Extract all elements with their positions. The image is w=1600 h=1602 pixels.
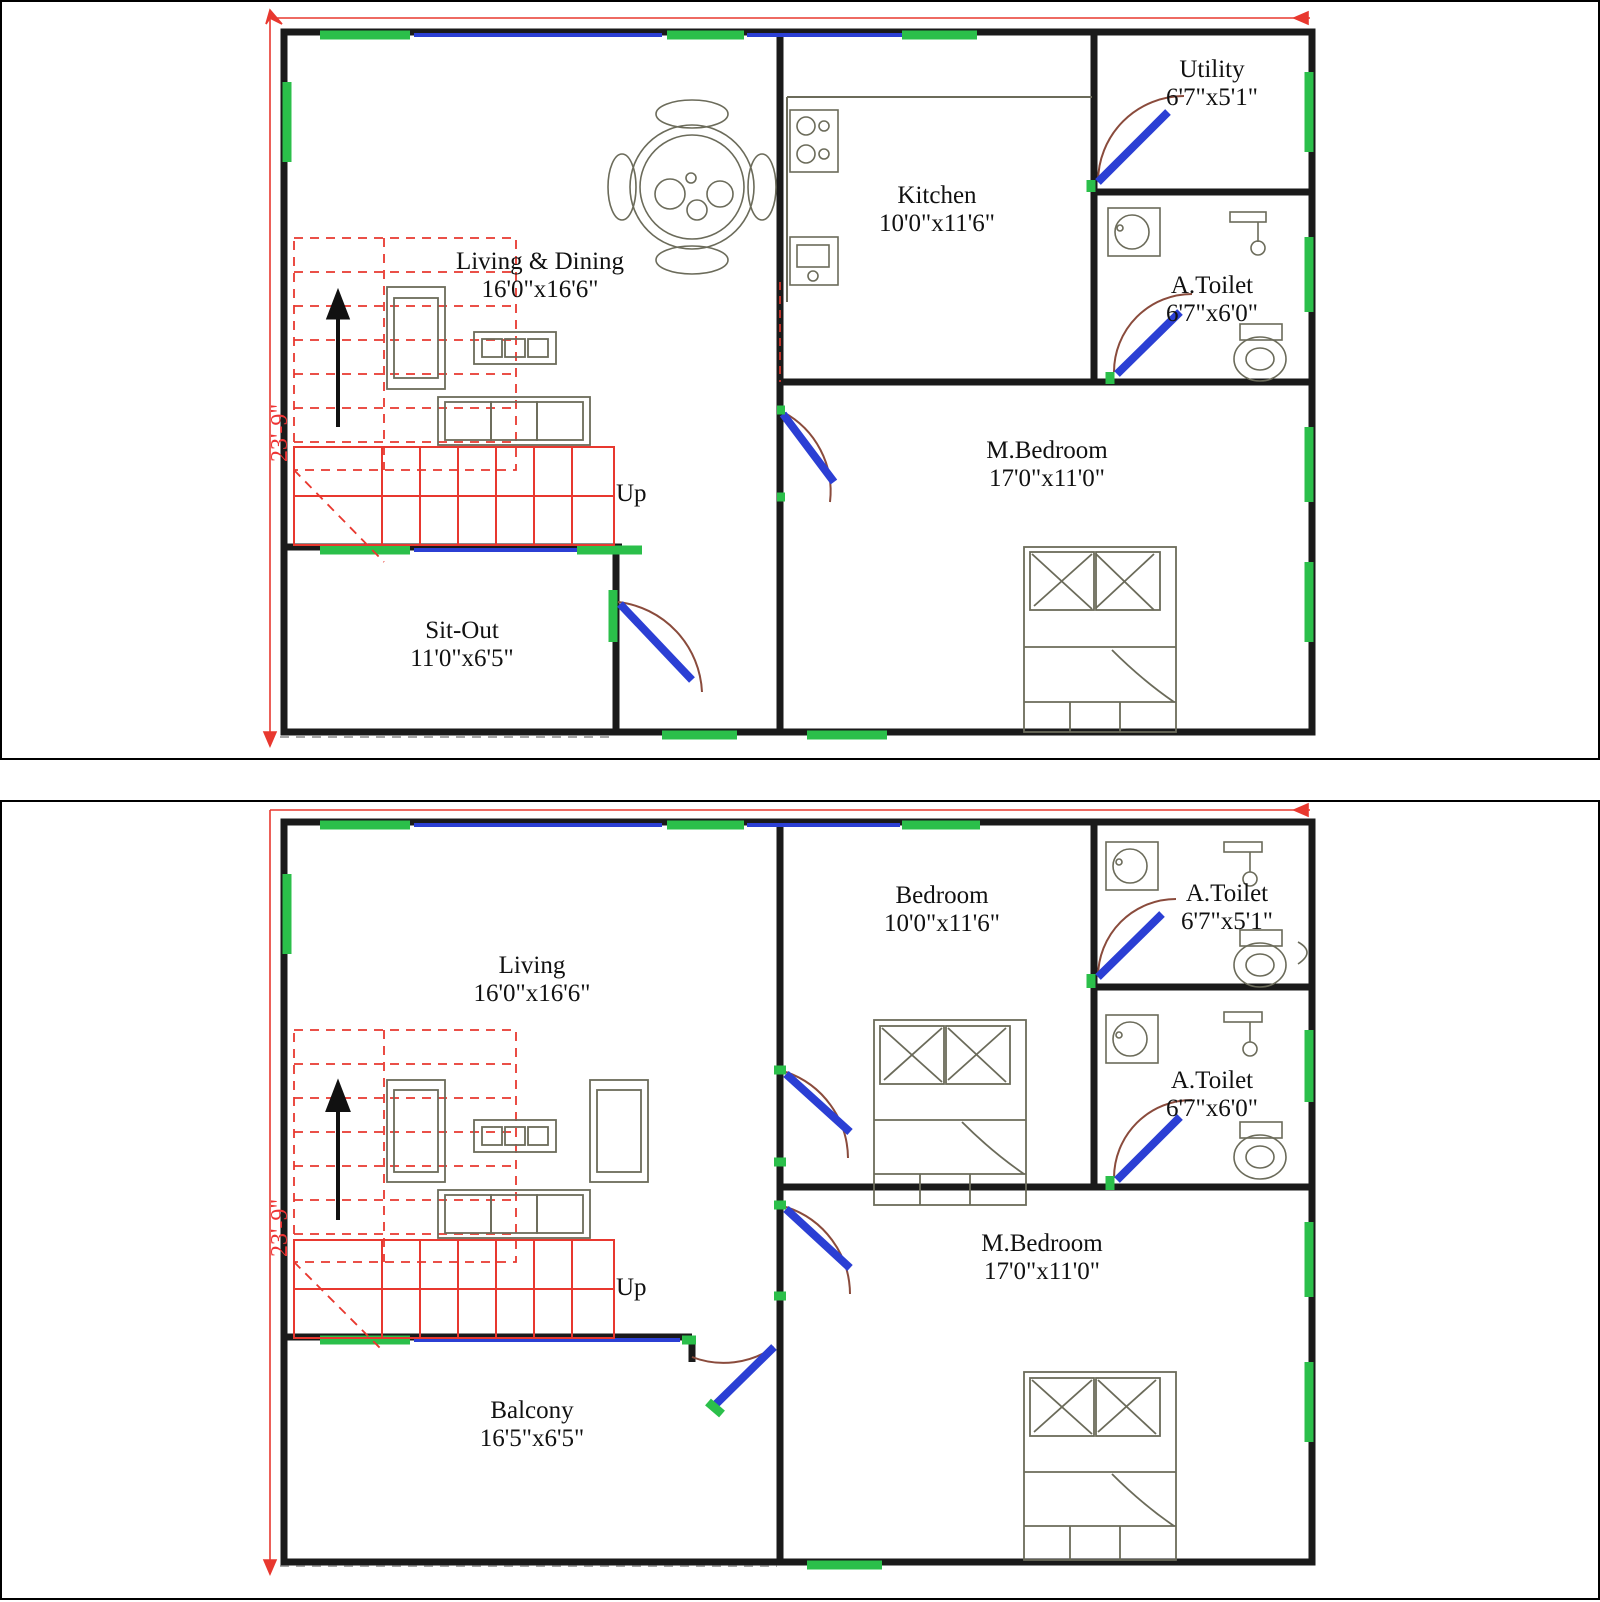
room-dims: 10'0"x11'6" <box>884 910 1000 937</box>
first-doors <box>692 899 1192 1414</box>
room-name: Bedroom <box>895 882 989 909</box>
living-sofa <box>387 287 590 445</box>
room-dims: 11'0"x6'5" <box>410 645 514 672</box>
room-name: Living & Dining <box>455 248 625 275</box>
first-floor-svg <box>2 802 1600 1602</box>
room-label-sit-out <box>347 617 577 673</box>
master-bed <box>1024 1372 1176 1560</box>
first-floor-plan <box>0 800 1600 1600</box>
up-arrow-icon <box>328 292 348 427</box>
room-label-a-toilet-1 <box>1127 880 1327 936</box>
room-name: A.Toilet <box>1170 1067 1254 1094</box>
room-label-bedroom <box>832 882 1052 938</box>
room-label-m-bedroom <box>927 1230 1157 1286</box>
living-sofa <box>387 1080 648 1238</box>
room-label-utility <box>1112 56 1312 112</box>
ground-floor-drawing <box>2 2 1598 758</box>
first-windows <box>287 825 1309 1565</box>
bedroom-bed <box>874 1020 1026 1205</box>
ground-floor-svg <box>2 2 1600 762</box>
first-height-dimension: 23'-9" <box>267 1198 293 1257</box>
room-dims: 17'0"x11'0" <box>984 1258 1100 1285</box>
room-name: Balcony <box>490 1397 574 1424</box>
room-dims: 6'7"x5'1" <box>1181 908 1273 935</box>
room-name: Utility <box>1179 56 1245 83</box>
first-staircase <box>294 1030 614 1352</box>
room-label-kitchen <box>827 182 1047 238</box>
room-name: M.Bedroom <box>986 437 1108 464</box>
room-dims: 16'5"x6'5" <box>479 1425 585 1452</box>
room-dims: 6'7"x6'0" <box>1166 1095 1258 1122</box>
first-floor-drawing <box>2 802 1598 1598</box>
room-label-m-bedroom <box>932 437 1162 493</box>
room-name: A.Toilet <box>1185 880 1269 907</box>
room-name: A.Toilet <box>1170 272 1254 299</box>
room-dims: 10'0"x11'6" <box>879 210 995 237</box>
room-name: Living <box>498 952 566 979</box>
room-label-living-dining <box>420 248 660 304</box>
room-label-a-toilet-2 <box>1112 1067 1312 1123</box>
room-label-living <box>422 952 642 1008</box>
room-name: M.Bedroom <box>981 1230 1103 1257</box>
room-dims: 16'0"x16'6" <box>473 980 591 1007</box>
ground-height-dimension: 23'-9" <box>267 403 293 462</box>
stair-up-label: Up <box>616 1274 647 1301</box>
stair-up-label: Up <box>616 480 647 507</box>
ground-floor-plan <box>0 0 1600 760</box>
room-label-balcony <box>417 1397 647 1453</box>
room-dims: 6'7"x5'1" <box>1166 84 1258 111</box>
room-name: Kitchen <box>897 182 977 209</box>
master-bed <box>1024 547 1176 732</box>
room-dims: 16'0"x16'6" <box>481 276 599 303</box>
room-dims: 6'7"x6'0" <box>1166 300 1258 327</box>
room-name: Sit-Out <box>425 617 499 644</box>
room-dims: 17'0"x11'0" <box>989 465 1105 492</box>
room-label-a-toilet <box>1112 272 1312 328</box>
